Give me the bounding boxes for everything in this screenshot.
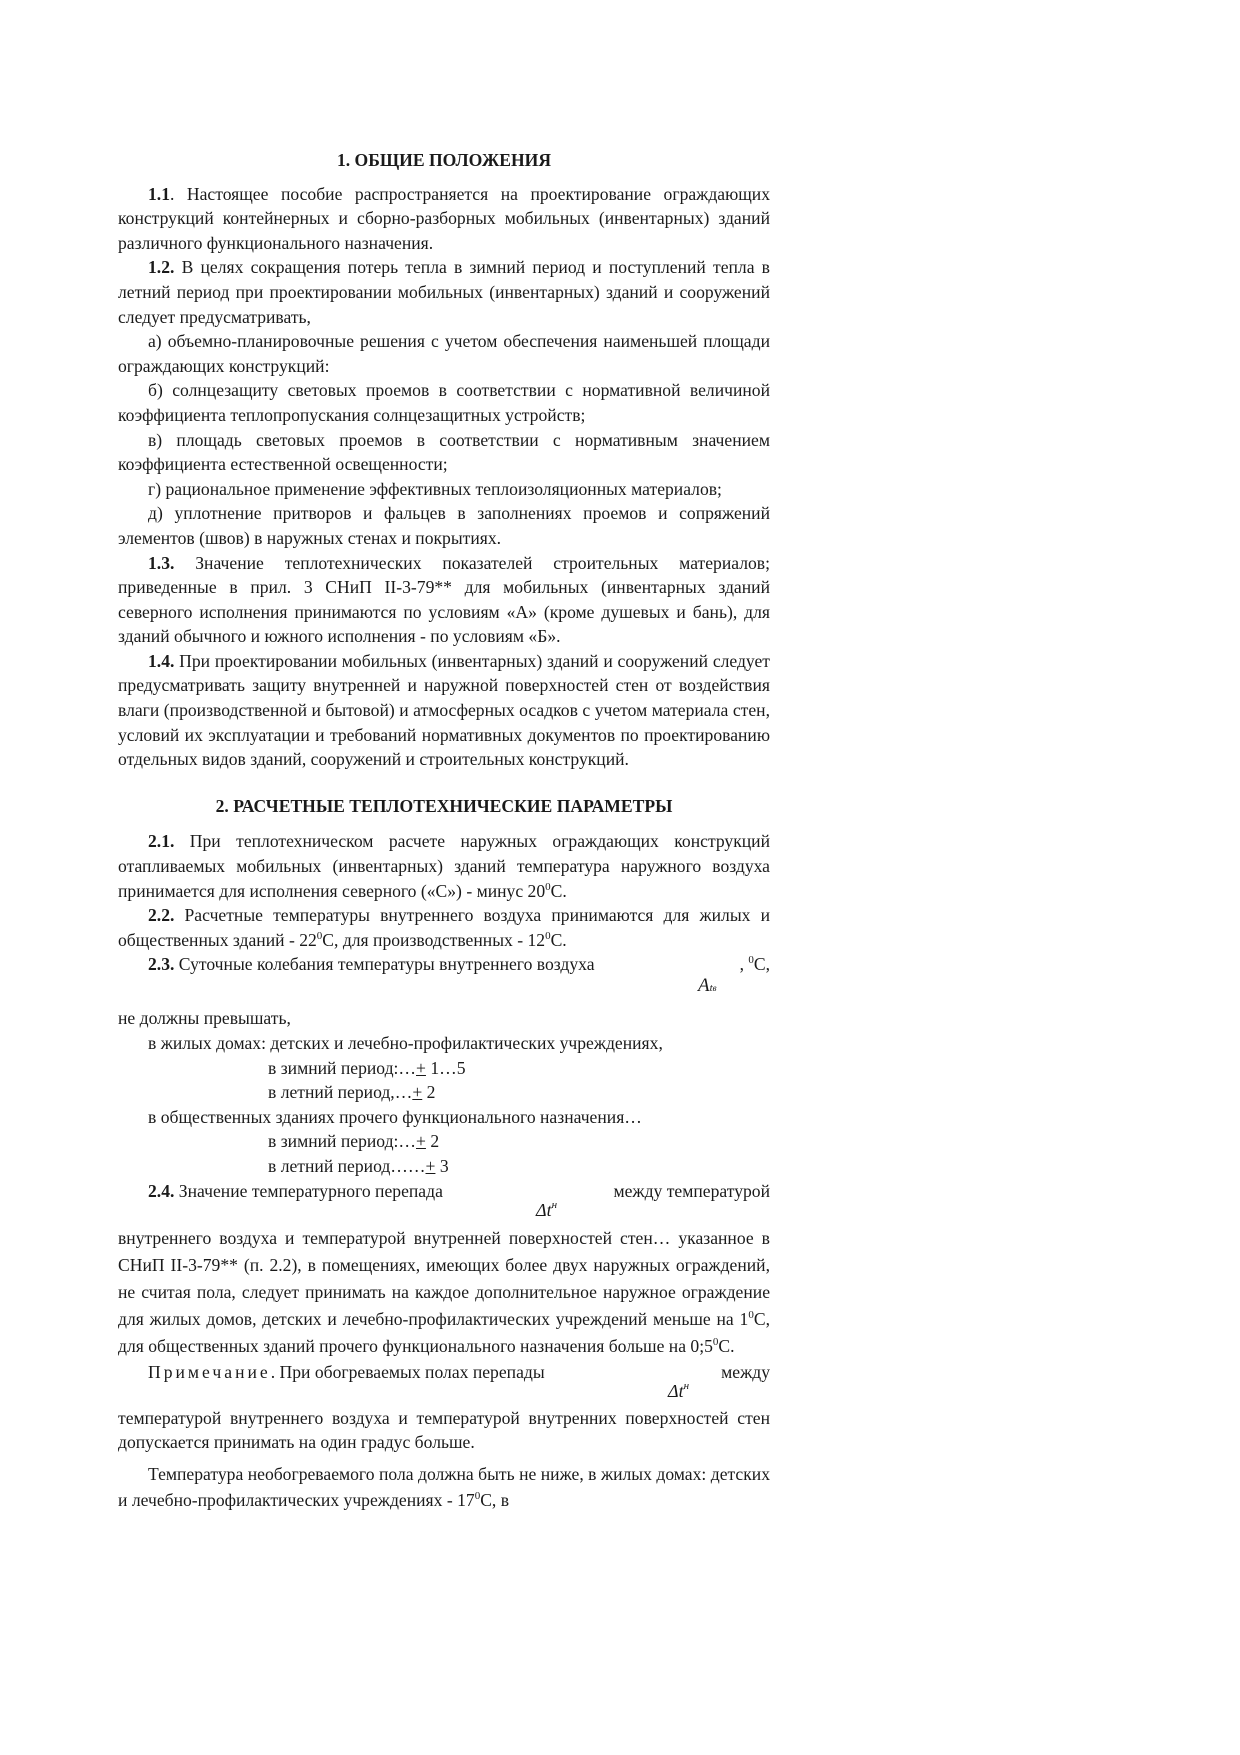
public-summer <box>118 1154 770 1179</box>
clause-number: 1.3. <box>148 552 175 573</box>
paragraph-2-2 <box>118 903 770 952</box>
section-2-title: 2. РАСЧЕТНЫЕ ТЕПЛОТЕХНИЧЕСКИЕ ПАРАМЕТРЫ <box>215 795 673 816</box>
clause-text: С, в <box>480 1489 510 1510</box>
note-label: Примечание <box>148 1361 271 1382</box>
residential-summer <box>118 1080 770 1105</box>
period-label: в зимний период:… <box>268 1057 417 1078</box>
degree-sup: 0 <box>748 954 754 967</box>
note-paragraph <box>118 1360 770 1406</box>
paragraph-2-4 <box>118 1179 770 1225</box>
unit-text: С, <box>753 954 770 975</box>
clause-text: Значение температурного перепада <box>174 1180 443 1201</box>
period-value: 1…5 <box>425 1057 466 1078</box>
clause-text: Температура необогреваемого пола должна быть не ниже, в жилых домах: детских и лечебно-профилактических учреждениях - 17 <box>118 1463 770 1510</box>
clause-text: Расчетные температуры внутреннего воздуха принимаются для жилых и общественных зданий - 22 <box>118 905 770 950</box>
residential-title: в жилых домах: детских и лечебно-профилактических учреждениях, <box>148 1033 663 1053</box>
document-page <box>118 148 770 1513</box>
period-value: 3 <box>435 1155 449 1176</box>
paragraph-2-4-cont <box>118 1225 770 1360</box>
clause-text: При проектировании мобильных (инвентарных) зданий и сооружений следует предусматривать защиту внутренней и наружной поверхностей стен от воздействия влаги (производственной и бытовой) и атмосферных осадков с учетом материала стен, условий их эксплуатации и требований нормативных документов по проектированию отдельных видов зданий, сооружений и строительных конструкций. <box>118 650 770 770</box>
plus-minus-sign: + <box>416 1131 426 1152</box>
degree-sup: 0 <box>474 1489 481 1502</box>
paragraph-2-3 <box>118 952 770 1006</box>
floor-temperature-paragraph <box>118 1461 770 1513</box>
note-text: . При обогреваемых полах перепады <box>270 1361 545 1382</box>
clause-text: . Настоящее пособие распространяется на проектирование ограждающих конструкций контейнерных и сборно-разборных мобильных (инвентарных) зданий различного функционального назначения. <box>118 183 770 253</box>
formula-delta-t <box>668 1379 689 1407</box>
public-winter <box>118 1129 770 1154</box>
clause-number: 2.3. <box>148 954 175 975</box>
formula-subscript: t <box>709 982 713 995</box>
residential-winter <box>118 1056 770 1081</box>
clause-number: 1.2. <box>148 257 175 278</box>
formula-delta-t <box>536 1198 557 1226</box>
clause-text-right: между температурой <box>613 1180 770 1201</box>
plus-minus-sign: + <box>412 1082 423 1103</box>
unit-text-group <box>740 952 770 977</box>
paragraph-1-2 <box>118 255 770 329</box>
unit-text: С. <box>718 1335 735 1356</box>
section-1-title: 1. ОБЩИЕ ПОЛОЖЕНИЯ <box>336 150 552 170</box>
note-cont: температурой внутреннего воздуха и температурой внутренних поверхностей стен допускается принимать на один градус больше. <box>118 1407 770 1453</box>
formula-superscript: н <box>683 1379 690 1392</box>
clause-text: При теплотехническом расчете наружных ограждающих конструкций отапливаемых мобильных (инвентарных) зданий температура наружного воздуха принимается для исполнения северного («С») - минус 20 <box>118 831 770 901</box>
plus-minus-sign: + <box>425 1155 436 1176</box>
note-text-right: между <box>721 1361 770 1382</box>
clause-number: 2.2. <box>148 905 175 926</box>
list-item-b: б) солнцезащиту световых проемов в соответствии с нормативной величиной коэффициента теплопропускания солнцезащитных устройств; <box>118 380 770 425</box>
list-item-v: в) площадь световых проемов в соответствии с нормативным значением коэффициента естественной освещенности; <box>118 429 770 475</box>
formula-symbol: Δt <box>536 1199 552 1220</box>
period-value: 2 <box>422 1082 436 1103</box>
clause-text: С, для производственных - 12 <box>322 929 546 950</box>
period-label: в летний период,… <box>268 1082 413 1103</box>
paragraph-1-3 <box>118 551 770 649</box>
unit-text: С. <box>550 929 567 950</box>
clause-number: 1.4. <box>148 650 175 671</box>
paragraph-1-1 <box>118 182 770 256</box>
unit-separator: , <box>739 954 749 975</box>
clause-number: 1.1 <box>148 183 170 204</box>
clause-text: внутреннего воздуха и температурой внутренней поверхностей стен… указанное в СНиП II-3-79** (п. 2.2), в помещениях, имеющих более двух наружных ограждений, не считая пола, следует принимать на каждое дополнительное наружное ограждение для жилых домов, детских и лечебно-профилактических учреждений меньше на 1 <box>118 1227 770 1329</box>
formula-symbol: Δt <box>668 1380 684 1401</box>
degree-sup: 0 <box>316 929 323 942</box>
clause-text: Значение теплотехнических показателей строительных материалов; приведенные в прил. 3 СНиП II-3-79** для мобильных (инвентарных зданий северного исполнения принимаются по условиям «А» (кроме душевых и бань), для зданий обычного и южного исполнения - по условиям «Б». <box>118 552 770 647</box>
paragraph-2-3-cont: не должны превышать, <box>118 1008 291 1029</box>
list-item-a: а) объемно-планировочные решения с учетом обеспечения наименьшей площади ограждающих конструкций: <box>118 331 770 376</box>
plus-minus-sign: + <box>416 1057 426 1078</box>
degree-sup: 0 <box>545 929 551 942</box>
formula-subsubscript: в <box>712 983 717 994</box>
formula-amplitude <box>698 974 717 1001</box>
list-item-g: г) рациональное применение эффективных теплоизоляционных материалов; <box>148 478 722 499</box>
formula-superscript: н <box>551 1198 558 1211</box>
clause-number: 2.1. <box>148 831 175 852</box>
clause-text: Суточные колебания температуры внутреннего воздуха <box>174 954 595 975</box>
period-value: 2 <box>425 1131 440 1152</box>
clause-number: 2.4. <box>148 1180 175 1201</box>
list-item-d: д) уплотнение притворов и фальцев в заполнениях проемов и сопряжений элементов (швов) в наружных стенах и покрытиях. <box>118 503 770 548</box>
public-title: в общественных зданиях прочего функционального назначения… <box>148 1106 642 1127</box>
degree-sup: 0 <box>545 880 551 893</box>
paragraph-2-1 <box>118 829 770 903</box>
degree-sup: 0 <box>712 1335 719 1348</box>
period-label: в летний период…… <box>268 1155 426 1176</box>
formula-symbol: A <box>698 975 710 997</box>
period-label: в зимний период:… <box>268 1131 417 1152</box>
paragraph-1-4 <box>118 649 770 772</box>
clause-text: С, для общественных зданий прочего функционального назначения больше на 0;5 <box>118 1308 770 1356</box>
unit-text: С. <box>550 880 567 901</box>
clause-text: В целях сокращения потерь тепла в зимний период и поступлений тепла в летний период при проектировании мобильных (инвентарных) зданий и сооружений следует предусматривать, <box>118 257 770 327</box>
degree-sup: 0 <box>748 1308 754 1321</box>
